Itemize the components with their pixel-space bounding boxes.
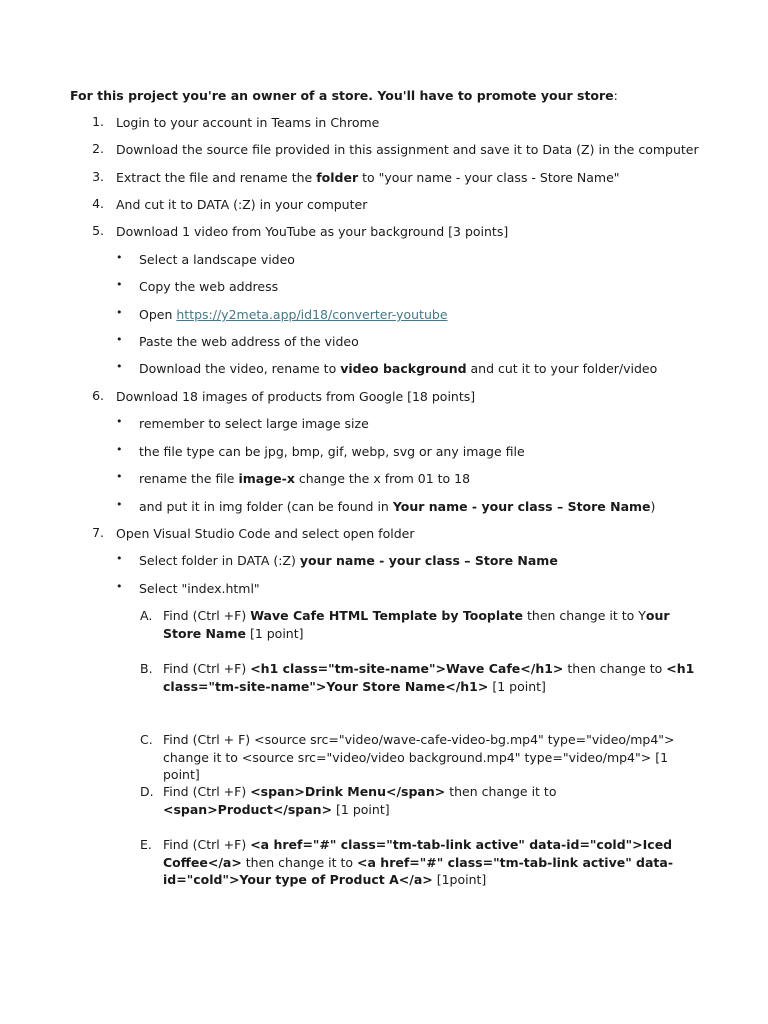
step-5-bullet-5-pre: Download the video, rename to xyxy=(139,361,341,376)
sub-e-post: [1point] xyxy=(432,872,487,887)
step-7-bullet-1 xyxy=(139,552,558,569)
step-6-bullet-3-post: change the x from 01 to 18 xyxy=(294,471,471,486)
step-6-bullet-4 xyxy=(139,498,655,515)
step-3-post: to "your name - your class - Store Name" xyxy=(358,170,620,185)
step-3-pre: Extract the file and rename the xyxy=(116,170,317,185)
step-6-text: Download 18 images of products from Google [18 points] xyxy=(116,389,476,404)
step-5-number: 5. xyxy=(92,223,104,238)
step-7-bullet-2: Select "index.html" xyxy=(139,581,260,596)
step-2-text: Download the source file provided in this assignment and save it to Data (Z) in the computer xyxy=(116,142,699,157)
step-5-bullet-2: Copy the web address xyxy=(139,279,279,294)
bullet-marker: • xyxy=(116,498,123,511)
sub-a-letter: A. xyxy=(140,608,153,623)
intro-bold: For this project you're an owner of a store. You'll have to promote your store xyxy=(70,88,614,103)
step-3-bold: folder xyxy=(316,170,359,185)
sub-b-pre: Find (Ctrl +F) xyxy=(163,661,251,676)
sub-c-letter: C. xyxy=(140,732,153,747)
step-7-bullet-1-pre: Select folder in DATA (:Z) xyxy=(139,553,300,568)
sub-d-text xyxy=(163,783,698,818)
sub-a-pre: Find (Ctrl +F) xyxy=(163,608,251,623)
step-5-bullet-1: Select a landscape video xyxy=(139,252,295,267)
step-4-number: 4. xyxy=(92,196,104,211)
intro-tail: : xyxy=(613,88,618,103)
step-7-text: Open Visual Studio Code and select open folder xyxy=(116,526,415,541)
step-4-text: And cut it to DATA (:Z) in your computer xyxy=(116,197,368,212)
step-1-text: Login to your account in Teams in Chrome xyxy=(116,115,380,130)
step-6-bullet-4-bold: Your name - your class – Store Name xyxy=(392,499,651,514)
bullet-marker: • xyxy=(116,552,123,565)
bullet-marker: • xyxy=(116,415,123,428)
sub-a-bold-1: Wave Cafe HTML Template by Tooplate xyxy=(250,608,524,623)
step-1-number: 1. xyxy=(92,114,104,129)
step-7-number: 7. xyxy=(92,525,104,540)
bullet-marker: • xyxy=(116,470,123,483)
step-5-bullet-5-bold: video background xyxy=(340,361,467,376)
bullet-marker: • xyxy=(116,580,123,593)
step-6-bullet-1: remember to select large image size xyxy=(139,416,369,431)
sub-b-mid: then change to xyxy=(563,661,667,676)
sub-d-pre: Find (Ctrl +F) xyxy=(163,784,251,799)
sub-a-text xyxy=(163,607,698,642)
bullet-marker: • xyxy=(116,360,123,373)
step-3-text xyxy=(116,169,620,186)
sub-e-pre: Find (Ctrl +F) xyxy=(163,837,251,852)
sub-e-letter: E. xyxy=(140,837,152,852)
step-6-bullet-3 xyxy=(139,470,470,487)
sub-d-mid: then change it to xyxy=(445,784,557,799)
step-5-bullet-4: Paste the web address of the video xyxy=(139,334,359,349)
sub-c-text: Find (Ctrl + F) <source src="video/wave-cafe-video-bg.mp4" type="video/mp4"> change it to <source src="video/video background.mp4" type="video/mp4"> [1 point] xyxy=(163,732,675,782)
sub-a-mid: then change it to Y xyxy=(523,608,646,623)
sub-b-letter: B. xyxy=(140,661,153,676)
sub-d-letter: D. xyxy=(140,784,154,799)
sub-a-bold-2: our Store Name xyxy=(163,608,670,641)
step-2-number: 2. xyxy=(92,141,104,156)
step-5-bullet-5-post: and cut it to your folder/video xyxy=(466,361,658,376)
step-6-bullet-2: the file type can be jpg, bmp, gif, webp, svg or any image file xyxy=(139,444,525,459)
sub-b-bold-2: <h1 class="tm-site-name">Your Store Name</h1> xyxy=(163,661,695,694)
sub-d-bold-2: <span>Product</span> xyxy=(163,801,333,817)
converter-link[interactable]: https://y2meta.app/id18/converter-youtube xyxy=(176,307,448,322)
bullet-marker: • xyxy=(116,278,123,291)
sub-e-mid: then change it to xyxy=(241,854,358,870)
sub-e-bold-2: <a href="#" class="tm-tab-link active" data-id="cold">Your type of Product A</a> xyxy=(163,854,674,887)
bullet-marker: • xyxy=(116,333,123,346)
bullet-marker: • xyxy=(116,306,123,319)
sub-b-bold-1: <h1 class="tm-site-name">Wave Cafe</h1> xyxy=(250,661,564,676)
step-6-bullet-4-post: ) xyxy=(650,499,656,514)
bullet-marker: • xyxy=(116,251,123,264)
step-6-number: 6. xyxy=(92,388,104,403)
intro-paragraph xyxy=(70,87,618,104)
step-3-number: 3. xyxy=(92,169,104,184)
sub-d-bold-1: <span>Drink Menu</span> xyxy=(250,784,446,799)
sub-e-text xyxy=(163,836,708,889)
sub-b-post: [1 point] xyxy=(488,678,546,694)
step-6-bullet-3-pre: rename the file xyxy=(139,471,239,486)
step-5-bullet-3-pre: Open xyxy=(139,307,177,322)
sub-a-post: [1 point] xyxy=(245,625,304,641)
step-5-text: Download 1 video from YouTube as your background [3 points] xyxy=(116,224,509,239)
sub-d-post: [1 point] xyxy=(332,801,390,817)
bullet-marker: • xyxy=(116,443,123,456)
sub-b-text xyxy=(163,660,698,695)
step-5-bullet-5 xyxy=(139,360,657,377)
step-7-bullet-1-bold: your name - your class – Store Name xyxy=(299,553,558,568)
step-6-bullet-4-pre: and put it in img folder (can be found in xyxy=(139,499,393,514)
step-5-bullet-3 xyxy=(139,306,448,323)
step-6-bullet-3-bold: image-x xyxy=(238,471,295,486)
sub-e-bold-1: <a href="#" class="tm-tab-link active" data-id="cold">Iced Coffee</a> xyxy=(163,837,673,870)
